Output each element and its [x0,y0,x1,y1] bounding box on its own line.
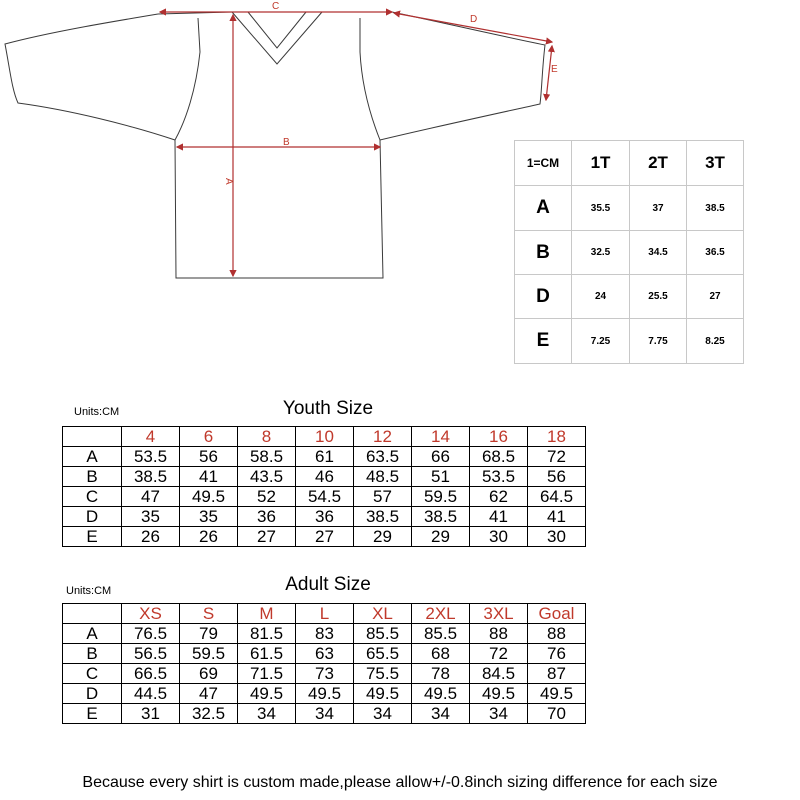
adult-cell: 73 [296,664,354,684]
adult-col-header: L [296,604,354,624]
youth-units-label: Units:CM [74,406,120,418]
youth-cell: 29 [354,527,412,547]
adult-units-label: Units:CM [66,585,112,597]
adult-col-header: Goal [528,604,586,624]
youth-col-header: 12 [354,427,412,447]
adult-cell: 85.5 [354,624,412,644]
adult-cell: 71.5 [238,664,296,684]
toddler-cell: 38.5 [687,186,744,231]
toddler-row-label: A [515,186,572,231]
youth-row-label: C [63,487,122,507]
adult-cell: 88 [470,624,528,644]
toddler-cell: 27 [687,275,744,319]
adult-cell: 34 [354,704,412,724]
youth-cell: 56 [180,447,238,467]
adult-cell: 61.5 [238,644,296,664]
youth-col-header: 6 [180,427,238,447]
adult-cell: 34 [412,704,470,724]
youth-cell: 36 [238,507,296,527]
youth-cell: 36 [296,507,354,527]
adult-cell: 32.5 [180,704,238,724]
toddler-cell: 35.5 [572,186,630,231]
youth-cell: 27 [296,527,354,547]
youth-row-label: A [63,447,122,467]
youth-cell: 46 [296,467,354,487]
adult-cell: 76.5 [122,624,180,644]
adult-cell: 49.5 [354,684,412,704]
adult-cell: 65.5 [354,644,412,664]
youth-cell: 59.5 [412,487,470,507]
youth-row-label: B [63,467,122,487]
adult-col-header: XL [354,604,412,624]
adult-corner-cell [63,604,122,624]
toddler-cell: 25.5 [630,275,687,319]
toddler-cell: 8.25 [687,319,744,364]
adult-cell: 66.5 [122,664,180,684]
adult-size-table [62,603,586,724]
adult-cell: 70 [528,704,586,724]
youth-size-title: Youth Size [282,398,374,419]
adult-cell: 84.5 [470,664,528,684]
adult-cell: 49.5 [528,684,586,704]
youth-col-header: 14 [412,427,470,447]
adult-cell: 59.5 [180,644,238,664]
toddler-cell: 24 [572,275,630,319]
youth-col-header: 8 [238,427,296,447]
adult-cell: 81.5 [238,624,296,644]
adult-cell: 31 [122,704,180,724]
youth-cell: 58.5 [238,447,296,467]
youth-cell: 48.5 [354,467,412,487]
adult-col-header: 2XL [412,604,470,624]
youth-cell: 61 [296,447,354,467]
youth-size-table [62,426,586,547]
youth-cell: 27 [238,527,296,547]
adult-cell: 34 [238,704,296,724]
adult-row-label: D [63,684,122,704]
youth-cell: 53.5 [122,447,180,467]
youth-cell: 68.5 [470,447,528,467]
adult-row-label: C [63,664,122,684]
toddler-row-label: B [515,231,572,275]
adult-cell: 88 [528,624,586,644]
toddler-cell: 36.5 [687,231,744,275]
dimension-lines [160,12,552,276]
youth-cell: 43.5 [238,467,296,487]
youth-cell: 47 [122,487,180,507]
toddler-row-label: D [515,275,572,319]
adult-cell: 83 [296,624,354,644]
adult-row-label: B [63,644,122,664]
youth-cell: 30 [528,527,586,547]
adult-cell: 78 [412,664,470,684]
adult-cell: 68 [412,644,470,664]
youth-cell: 26 [122,527,180,547]
adult-col-header: M [238,604,296,624]
youth-cell: 41 [528,507,586,527]
adult-cell: 49.5 [470,684,528,704]
youth-cell: 72 [528,447,586,467]
dimension-e-label: E [551,64,558,75]
toddler-cell: 37 [630,186,687,231]
adult-cell: 75.5 [354,664,412,684]
youth-cell: 62 [470,487,528,507]
youth-cell: 52 [238,487,296,507]
toddler-unit-label: 1=CM [515,141,572,186]
youth-cell: 53.5 [470,467,528,487]
youth-cell: 63.5 [354,447,412,467]
dimension-b-label: B [283,137,290,148]
adult-cell: 79 [180,624,238,644]
toddler-col-header: 2T [630,141,687,186]
youth-cell: 38.5 [354,507,412,527]
adult-col-header: XS [122,604,180,624]
toddler-cell: 7.75 [630,319,687,364]
youth-cell: 49.5 [180,487,238,507]
youth-cell: 35 [122,507,180,527]
toddler-col-header: 3T [687,141,744,186]
youth-row-label: D [63,507,122,527]
adult-cell: 49.5 [238,684,296,704]
toddler-row-label: E [515,319,572,364]
sizing-footnote: Because every shirt is custom made,please allow+/-0.8inch sizing difference for each size [82,774,718,791]
jersey-outline [5,12,545,278]
youth-col-header: 18 [528,427,586,447]
youth-cell: 51 [412,467,470,487]
youth-cell: 35 [180,507,238,527]
adult-cell: 87 [528,664,586,684]
adult-cell: 56.5 [122,644,180,664]
youth-cell: 38.5 [122,467,180,487]
adult-cell: 34 [470,704,528,724]
youth-col-header: 4 [122,427,180,447]
youth-cell: 66 [412,447,470,467]
adult-cell: 47 [180,684,238,704]
adult-size-title: Adult Size [285,574,371,595]
adult-row-label: A [63,624,122,644]
dimension-a-label: A [223,178,234,185]
toddler-cell: 32.5 [572,231,630,275]
toddler-size-table [514,140,744,364]
youth-cell: 54.5 [296,487,354,507]
adult-row-label: E [63,704,122,724]
youth-cell: 41 [470,507,528,527]
adult-cell: 49.5 [412,684,470,704]
toddler-cell: 34.5 [630,231,687,275]
adult-cell: 49.5 [296,684,354,704]
adult-cell: 72 [470,644,528,664]
youth-cell: 57 [354,487,412,507]
youth-cell: 56 [528,467,586,487]
youth-cell: 64.5 [528,487,586,507]
adult-cell: 63 [296,644,354,664]
adult-cell: 34 [296,704,354,724]
youth-cell: 30 [470,527,528,547]
adult-cell: 69 [180,664,238,684]
youth-cell: 38.5 [412,507,470,527]
adult-col-header: 3XL [470,604,528,624]
adult-cell: 76 [528,644,586,664]
adult-cell: 85.5 [412,624,470,644]
dimension-d-label: D [470,14,478,25]
dimension-c-label: C [272,1,280,12]
toddler-col-header: 1T [572,141,630,186]
adult-cell: 44.5 [122,684,180,704]
youth-cell: 29 [412,527,470,547]
jersey-diagram [0,0,570,290]
toddler-cell: 7.25 [572,319,630,364]
youth-corner-cell [63,427,122,447]
youth-cell: 26 [180,527,238,547]
youth-cell: 41 [180,467,238,487]
adult-col-header: S [180,604,238,624]
youth-col-header: 16 [470,427,528,447]
youth-row-label: E [63,527,122,547]
youth-col-header: 10 [296,427,354,447]
